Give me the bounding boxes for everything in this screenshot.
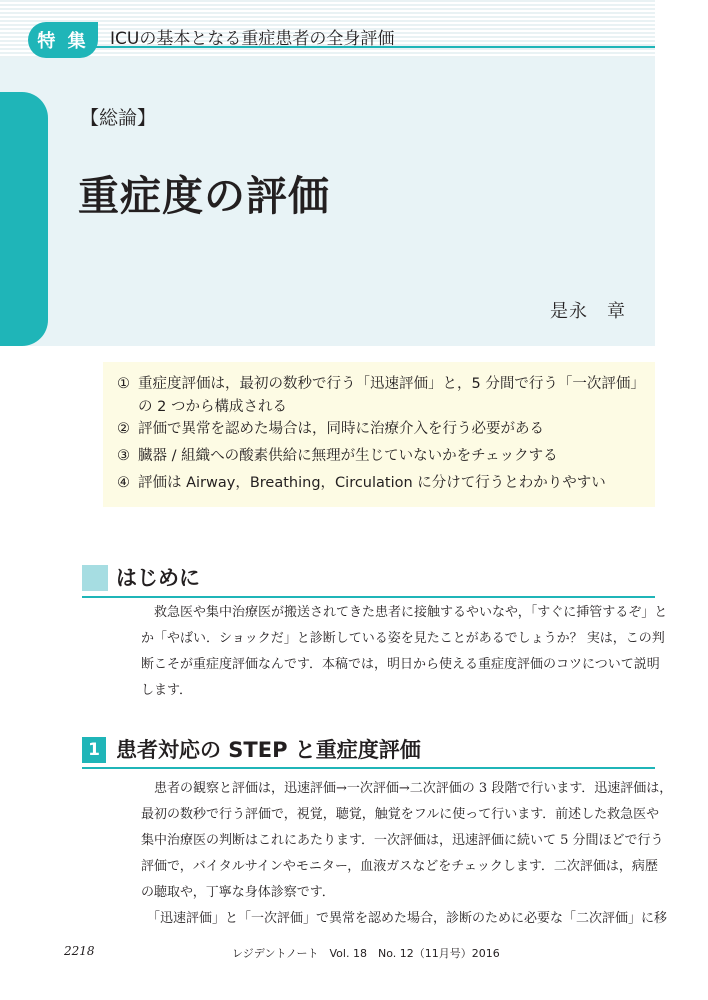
text-line: 評価で，バイタルサインやモニター，血液ガスなどをチェックします．二次評価は，病歴 — [141, 859, 658, 874]
key-point-text: 重症度評価は，最初の数秒で行う「迅速評価」と，5 分間で行う「一次評価」 — [138, 376, 645, 392]
section-heading-1 — [82, 737, 655, 769]
key-points-box — [103, 362, 655, 507]
section-heading-intro — [82, 565, 655, 598]
feature-title: ICUの基本となる重症患者の全身評価 — [110, 29, 395, 49]
key-point-number: ① — [117, 376, 130, 392]
text-line: 「迅速評価」と「一次評価」で異常を認めた場合，診断のために必要な「二次評価」に移 — [147, 911, 668, 926]
section-marker — [82, 565, 108, 591]
text-line: か「やばい．ショックだ」と診断している姿を見たことがあるでしょうか？ 実は，この判 — [141, 631, 665, 646]
article-author: 是永 章 — [550, 301, 626, 322]
feature-badge: 特 集 — [28, 22, 98, 58]
text-line: します． — [141, 683, 192, 698]
text-line: 集中治療医の判断はこれにあたります．一次評価は，迅速評価に続いて 5 分間ほどで行う — [141, 833, 664, 848]
key-point-text: 評価で異常を認めた場合は，同時に治療介入を行う必要がある — [138, 421, 544, 437]
key-point-text: 評価は Airway，Breathing，Circulation に分けて行うとわかりやすい — [138, 475, 606, 491]
article-category: 【総論】 — [80, 107, 157, 129]
key-point-4 — [117, 473, 606, 494]
section-title: はじめに — [116, 566, 200, 590]
key-point-continuation: の 2 つから構成される — [138, 399, 287, 415]
section-number: 1 — [82, 737, 106, 763]
text-line: の聴取や，丁寧な身体診察です． — [141, 885, 335, 900]
title-tab-decoration — [0, 92, 48, 346]
key-point-2 — [117, 419, 544, 440]
key-point-1 — [117, 374, 645, 395]
key-point-3 — [117, 446, 558, 467]
text-line: 最初の数秒で行う評価で，視覚，聴覚，触覚をフルに使って行います．前述した救急医や — [141, 807, 660, 822]
key-point-number: ④ — [117, 475, 130, 491]
key-point-text: 臓器 / 組織への酸素供給に無理が生じていないかをチェックする — [138, 448, 558, 464]
key-point-number: ② — [117, 421, 130, 437]
text-line: 断こそが重症度評価なんです．本稿では，明日から使える重症度評価のコツについて説明 — [141, 657, 660, 672]
page-number: 2218 — [64, 944, 95, 958]
text-line: 救急医や集中治療医が搬送されてきた患者に接触するやいなや，「すぐに挿管するぞ」と — [154, 605, 668, 620]
intro-paragraph — [141, 600, 667, 704]
key-point-number: ③ — [117, 448, 130, 464]
article-title: 重症度の評価 — [78, 172, 330, 220]
journal-info: レジデントノート Vol. 18 No. 12（11月号）2016 — [232, 947, 500, 960]
text-line: 患者の観察と評価は，迅速評価→一次評価→二次評価の 3 段階で行います．迅速評価は， — [154, 781, 673, 796]
section-1-paragraph — [141, 776, 672, 932]
section-title: 患者対応の STEP と重症度評価 — [116, 738, 421, 762]
